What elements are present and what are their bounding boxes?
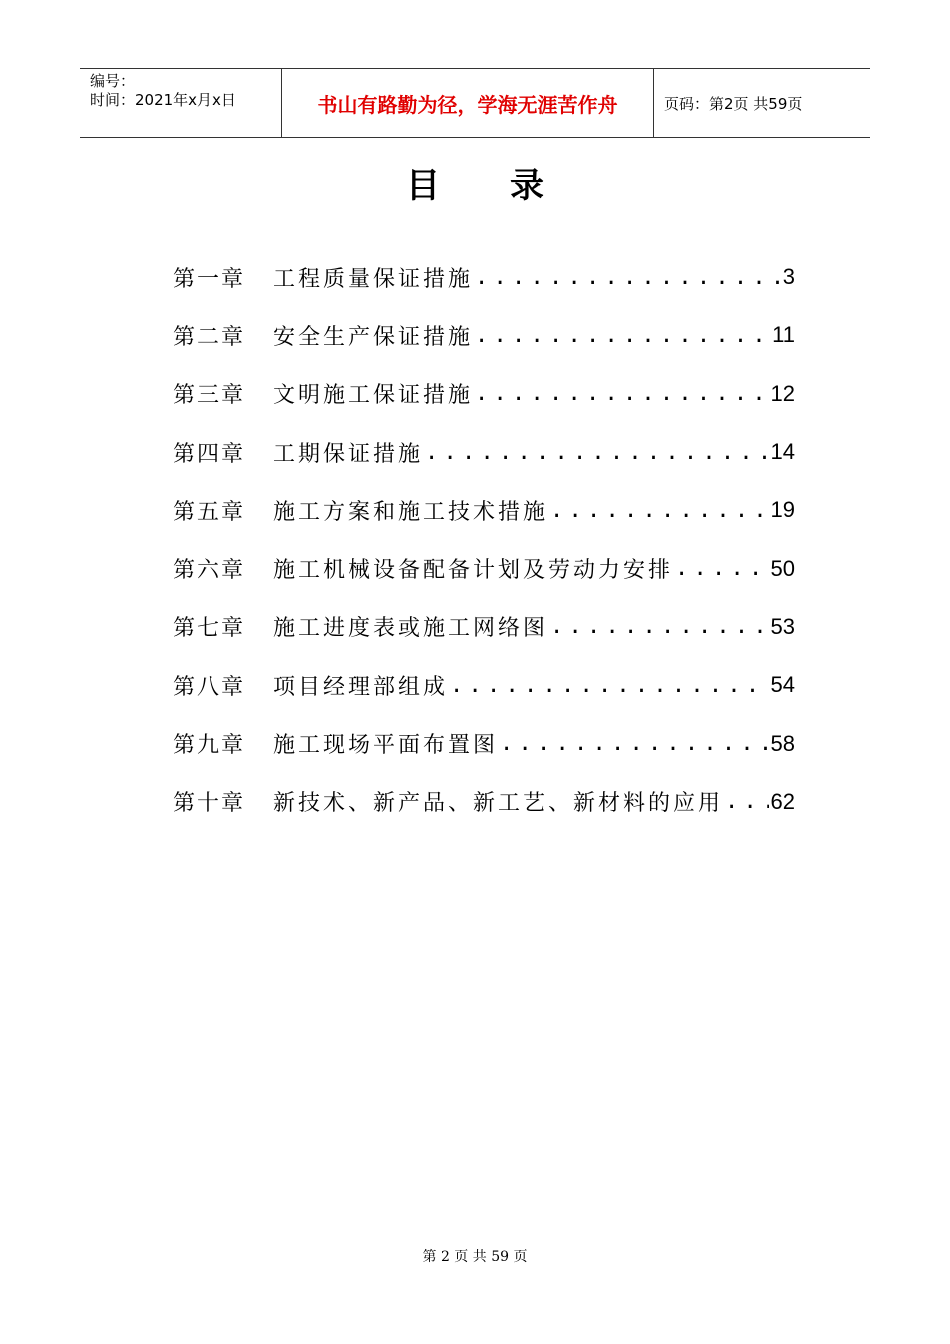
toc-leader-dots	[550, 498, 769, 523]
toc-page-number: 19	[770, 497, 795, 523]
toc-chapter-label: 第七章	[173, 616, 246, 642]
toc-page-number: 14	[770, 439, 795, 465]
toc-entry[interactable]	[173, 714, 795, 772]
toc-entry-title: 施工进度表或施工网络图	[273, 616, 549, 642]
toc-leader-dots	[450, 673, 769, 698]
toc-entry-title: 文明施工保证措施	[273, 383, 474, 409]
toc-leader-dots	[675, 556, 769, 581]
page-title	[0, 158, 950, 207]
document-number-label: 编号：	[90, 72, 136, 90]
toc-entry[interactable]	[173, 539, 795, 597]
toc-chapter-label: 第九章	[173, 733, 246, 759]
toc-entry-title: 工期保证措施	[273, 441, 424, 467]
toc-leader-dots	[725, 789, 769, 814]
toc-entry[interactable]	[173, 365, 795, 423]
toc-entry[interactable]	[173, 248, 795, 306]
toc-entry[interactable]	[173, 598, 795, 656]
toc-leader-dots	[500, 731, 769, 756]
toc-chapter-label: 第三章	[173, 383, 246, 409]
toc-page-number: 54	[770, 672, 795, 698]
toc-leader-dots	[475, 381, 769, 406]
toc-entry[interactable]	[173, 773, 795, 831]
document-date: 时间：2021年x月x日	[90, 91, 236, 109]
toc-leader-dots	[475, 323, 770, 348]
toc-chapter-label: 第十章	[173, 791, 246, 817]
page-footer: 第 2 页 共 59 页	[422, 1249, 528, 1265]
toc-entry[interactable]	[173, 656, 795, 714]
toc-entry-title: 施工方案和施工技术措施	[273, 499, 549, 525]
toc-page-number: 11	[772, 322, 795, 348]
toc-entry-title: 安全生产保证措施	[273, 324, 474, 350]
header-motto-cell	[282, 69, 654, 137]
toc-page-number: 50	[770, 555, 795, 581]
header-meta-cell	[80, 69, 282, 137]
toc-chapter-label: 第五章	[173, 499, 246, 525]
toc-entry[interactable]	[173, 423, 795, 481]
toc-entry[interactable]	[173, 481, 795, 539]
header-page-cell	[654, 69, 870, 137]
toc-entry-title: 工程质量保证措施	[273, 266, 474, 292]
page-title-char-2: 录	[510, 166, 544, 206]
toc-leader-dots	[425, 440, 769, 465]
toc-page-number: 58	[770, 730, 795, 756]
toc-entry-title: 项目经理部组成	[273, 674, 449, 700]
toc-entry-title: 施工现场平面布置图	[273, 733, 499, 759]
toc-chapter-label: 第四章	[173, 441, 246, 467]
toc-leader-dots	[550, 614, 769, 639]
toc-chapter-label: 第六章	[173, 558, 246, 584]
table-of-contents	[173, 248, 795, 831]
toc-page-number: 53	[770, 613, 795, 639]
header-motto: 书山有路勤为径，学海无涯苦作舟	[317, 92, 618, 117]
toc-page-number: 12	[770, 380, 795, 406]
toc-chapter-label: 第一章	[173, 266, 246, 292]
toc-entry[interactable]	[173, 306, 795, 364]
toc-chapter-label: 第二章	[173, 324, 246, 350]
toc-page-number: 3	[782, 264, 795, 290]
toc-leader-dots	[475, 265, 781, 290]
header-page-info: 页码：第2页 共59页	[664, 94, 803, 113]
toc-entry-title: 新技术、新产品、新工艺、新材料的应用	[273, 791, 724, 817]
toc-entry-title: 施工机械设备配备计划及劳动力安排	[273, 558, 674, 584]
toc-page-number: 62	[770, 788, 795, 814]
document-header	[80, 68, 870, 138]
page-title-char-1: 目	[406, 166, 440, 206]
toc-chapter-label: 第八章	[173, 674, 246, 700]
